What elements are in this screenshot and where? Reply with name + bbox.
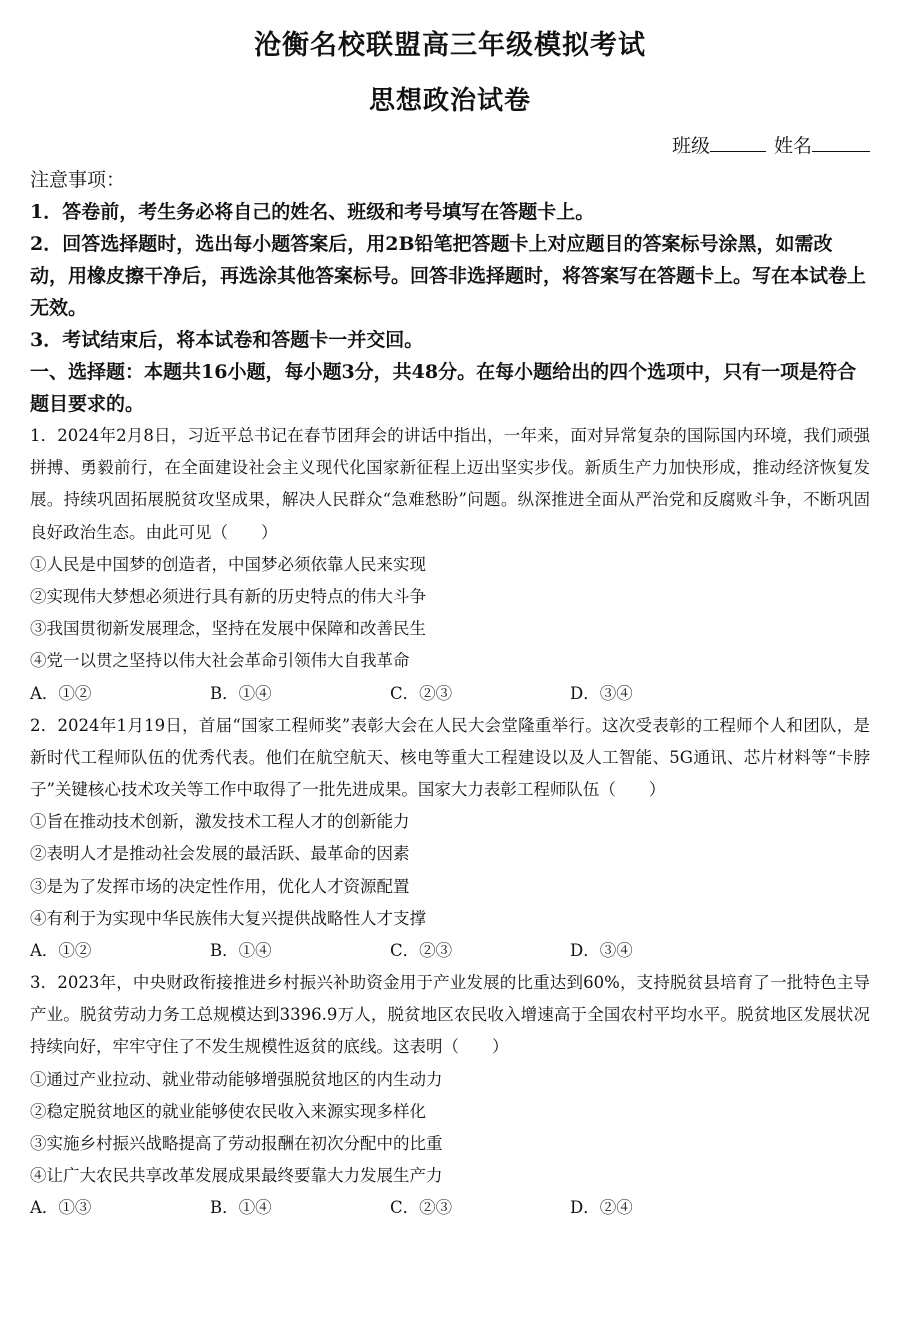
exam-subtitle: 思想政治试卷: [368, 86, 531, 116]
answer-choice-c: C．②③: [390, 1198, 453, 1218]
notice-item: 3．考试结束后，将本试卷和答题卡一并交回。: [30, 329, 424, 351]
statement-option: ②实现伟大梦想必须进行具有新的历史特点的伟大斗争: [30, 587, 426, 607]
question-3: [30, 967, 870, 1224]
answer-choice-d: D．③④: [570, 683, 633, 703]
answer-choice-b: B．①④: [210, 940, 272, 960]
answer-choice-b: B．①④: [210, 1198, 272, 1218]
statement-option: ③是为了发挥市场的决定性作用，优化人才资源配置: [30, 876, 410, 896]
answer-choice-d: D．②④: [570, 1198, 633, 1218]
answer-choice-d: D．③④: [570, 940, 633, 960]
answer-choice-c: C．②③: [390, 683, 453, 703]
question-stem: 1．2024年2月8日，习近平总书记在春节团拜会的讲话中指出，一年来，面对异常复杂的国际国内环境，我们顽强拼搏、勇毅前行，在全面建设社会主义现代化国家新征程上迈出坚实步伐。新质生产力加快形成，推动经济恢复发展。持续巩固拓展脱贫攻坚成果，解决人民群众“急难愁盼”问题。纵深推进全面从严治党和反腐败斗争，不断巩固良好政治生态。由此可见（ ）: [30, 426, 870, 542]
exam-title: 沧衡名校联盟高三年级模拟考试: [254, 30, 646, 61]
notice-section: [30, 164, 870, 356]
statement-option: ③实施乡村振兴战略提高了劳动报酬在初次分配中的比重: [30, 1134, 443, 1154]
notice-heading: 注意事项：: [30, 169, 126, 191]
exam-content: [30, 164, 870, 1224]
statement-option: ③我国贯彻新发展理念，坚持在发展中保障和改善民生: [30, 619, 426, 639]
question-2: [30, 710, 870, 967]
class-name-line: [672, 131, 870, 160]
answer-choice-b: B．①④: [210, 683, 272, 703]
notice-item: 2．回答选择题时，选出每小题答案后，用2B铅笔把答题卡上对应题目的答案标号涂黑，如需改动，用橡皮擦干净后，再选涂其他答案标号。回答非选择题时，将答案写在答题卡上。写在本试卷上无效。: [30, 233, 867, 319]
statement-option: ④让广大农民共享改革发展成果最终要靠大力发展生产力: [30, 1166, 443, 1186]
answer-choice-a: A．①②: [30, 683, 92, 703]
question-stem: 3．2023年，中央财政衔接推进乡村振兴补助资金用于产业发展的比重达到60%，支持脱贫县培育了一批特色主导产业。脱贫劳动力务工总规模达到3396.9万人，脱贫地区农民收入增速高于全国农村平均水平。脱贫地区发展状况持续向好，牢牢守住了不发生规模性返贫的底线。这表明（ ）: [30, 973, 870, 1057]
statement-option: ①旨在推动技术创新，激发技术工程人才的创新能力: [30, 812, 410, 832]
notice-item: 1．答卷前，考生务必将自己的姓名、班级和考号填写在答题卡上。: [30, 201, 595, 223]
answer-choices: [30, 1192, 870, 1224]
statement-option: ②稳定脱贫地区的就业能够使农民收入来源实现多样化: [30, 1101, 426, 1121]
question-1: [30, 420, 870, 710]
statement-option: ①通过产业拉动、就业带动能够增强脱贫地区的内生动力: [30, 1069, 443, 1089]
statement-option: ④有利于为实现中华民族伟大复兴提供战略性人才支撑: [30, 908, 426, 928]
answer-choices: [30, 935, 870, 967]
answer-choice-a: A．①②: [30, 940, 92, 960]
statement-option: ②表明人才是推动社会发展的最活跃、最革命的因素: [30, 844, 410, 864]
answer-choice-a: A．①③: [30, 1198, 92, 1218]
answer-choice-c: C．②③: [390, 940, 453, 960]
statement-option: ④党一以贯之坚持以伟大社会革命引领伟大自我革命: [30, 651, 410, 671]
question-stem: 2．2024年1月19日，首届“国家工程师奖”表彰大会在人民大会堂隆重举行。这次受表彰的工程师个人和团队，是新时代工程师队伍的优秀代表。他们在航空航天、核电等重大工程建设以及人工智能、5G通讯、芯片材料等“卡脖子”关键核心技术攻关等工作中取得了一批先进成果。国家大力表彰工程师队伍（ ）: [30, 715, 870, 800]
class-blank[interactable]: [710, 131, 766, 152]
section-heading: 一、选择题：本题共16小题，每小题3分，共48分。在每小题给出的四个选项中，只有一项是符合题目要求的。: [30, 361, 857, 415]
class-label: 班级: [671, 135, 710, 157]
name-label: 姓名: [773, 135, 812, 157]
answer-choices: [30, 678, 870, 710]
name-blank[interactable]: [812, 131, 870, 152]
statement-option: ①人民是中国梦的创造者，中国梦必须依靠人民来实现: [30, 554, 426, 574]
